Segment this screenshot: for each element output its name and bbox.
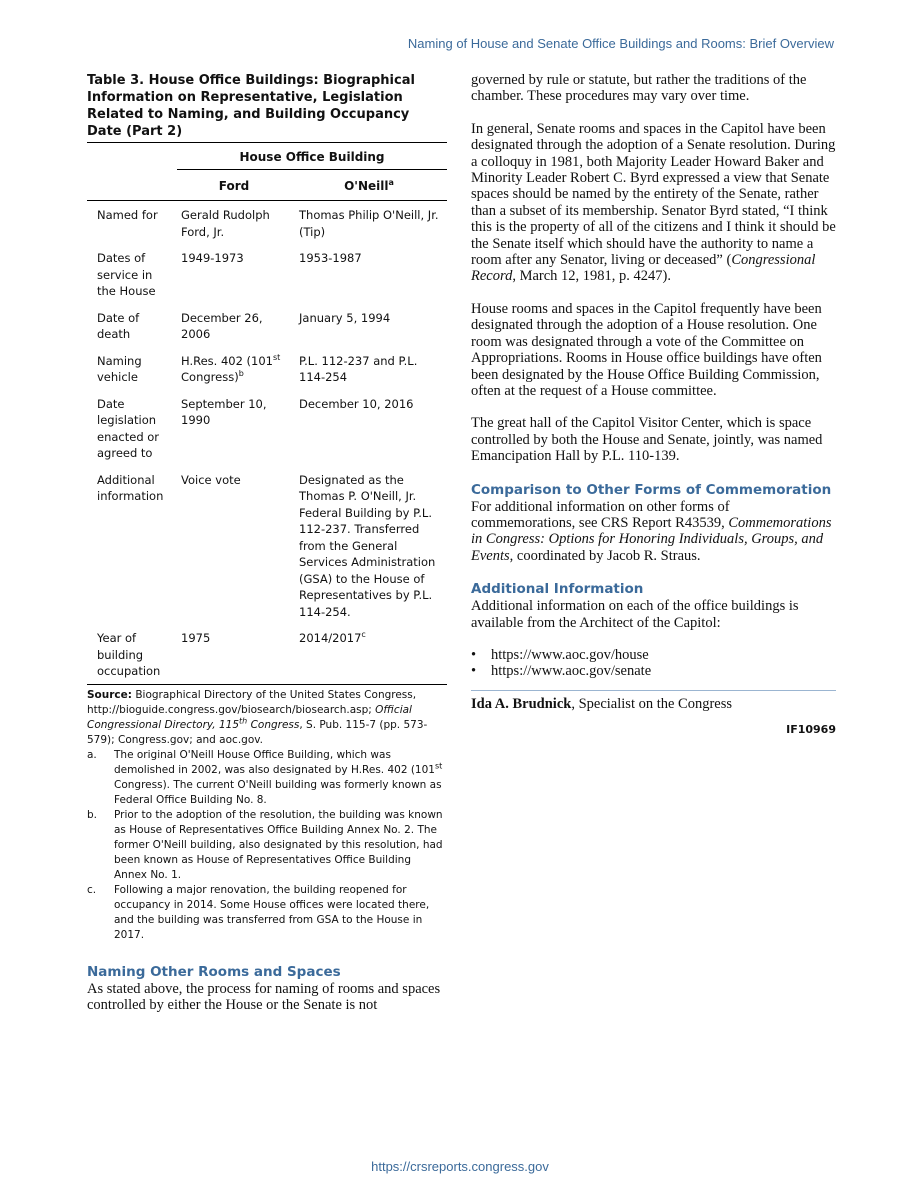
oneill-cell: December 10, 2016: [299, 396, 414, 411]
group-header: House Office Building: [177, 143, 447, 169]
row-label: Additional information: [97, 472, 164, 503]
author-line: Ida A. Brudnick, Specialist on the Congress: [471, 695, 733, 712]
oneill-cell: 2014/2017$^c$: [299, 630, 366, 645]
footer-url[interactable]: https://crsreports.congress.gov: [371, 1159, 549, 1174]
paragraph-house: House rooms and spaces in the Capitol frequently have been designated through the adoption of a House resolution. One room was designated through a vote of the Committee on Appropriations. Rooms in House office buildings have often been designated by the House Office Building Commission, often at the request of a House committee.: [471, 300, 822, 399]
ford-cell: 1975: [181, 631, 211, 645]
paragraph: As stated above, the process for naming of rooms and spaces controlled by either the House or the Senate is not: [87, 980, 441, 1013]
row-label: Named for: [97, 208, 158, 222]
table-row: [87, 244, 447, 304]
section-heading-comparison: Comparison to Other Forms of Commemoration: [471, 481, 832, 498]
footnote-ref-a: a: [388, 177, 394, 187]
table-row: [87, 390, 447, 466]
column-header-oneill: O'Neill$^a$: [291, 169, 447, 201]
ford-cell: December 26, 2006: [181, 310, 263, 341]
link-item[interactable]: • https://www.aoc.gov/senate: [471, 663, 836, 679]
running-header: Naming of House and Senate Office Buildings and Rooms: Brief Overview: [407, 36, 834, 51]
row-label: Date of death: [97, 310, 140, 341]
oneill-cell: Thomas Philip O'Neill, Jr. (Tip): [299, 208, 439, 239]
table-row: [87, 466, 447, 625]
table-row: [87, 347, 447, 390]
paragraph-additional: Additional information on each of the office buildings is available from the Architect of the Capitol:: [471, 598, 799, 631]
table-row: [87, 201, 447, 245]
paragraph-senate: In general, Senate rooms and spaces in the Capitol have been designated through the adoption of a Senate resolution. During a colloquy in 1981, both Majority Leader Howard Baker and Minority Leader Robert C. Byrd expressed a view that Senate spaces should be named by the entirety of the Senate, rather than a subset of its membership. Senator Byrd stated, “I think this is the property of all of the citizens and I think it should be the Senate itself which should have the authority to name a room after any Senator, living or deceased” (Congressional Record, March 12, 1981, p. 4247).: [471, 120, 836, 285]
oneill-cell: 1953-1987: [299, 251, 362, 265]
table-row: [87, 624, 447, 684]
ford-cell: Gerald Rudolph Ford, Jr.: [181, 208, 270, 239]
paragraph-emancipation-hall: The great hall of the Capitol Visitor Center, which is space controlled by both the House and Senate, jointly, was named Emancipation Hall by P.L. 110-139.: [471, 415, 823, 465]
paragraph: governed by rule or statute, but rather the traditions of the chamber. These procedures may vary over time.: [471, 72, 807, 105]
ford-cell: September 10, 1990: [181, 396, 267, 427]
row-label: Year of building occupation: [97, 631, 161, 678]
oneill-cell: P.L. 112-237 and P.L. 114-254: [299, 353, 418, 384]
report-id: IF10969: [786, 722, 836, 736]
ford-cell: Voice vote: [181, 472, 241, 487]
divider: [471, 690, 836, 691]
table-note: a. The original O'Neill House Office Building, which was demolished in 2002, was also designated by H.Res. 402 (101st Congress). The current O'Neill building was formerly known as Federal Office Building No. 8.: [87, 748, 443, 806]
ford-cell: 1949-1973: [181, 251, 244, 265]
row-label: Dates of service in the House: [97, 251, 156, 298]
link-list: [471, 647, 836, 680]
section-heading-additional: Additional Information: [471, 581, 644, 598]
row-label: Date legislation enacted or agreed to: [97, 396, 160, 460]
table-group-header-row: [87, 143, 447, 169]
table-row: [87, 304, 447, 347]
right-column: [471, 72, 836, 736]
table-source: Source: Biographical Directory of the United States Congress, http://bioguide.congress.gov/biosearch/biosearch.asp; Official Congressional Directory, 115th Congress, S. Pub. 115-7 (pp. 573-579); Congress.gov; and aoc.gov.: [87, 688, 428, 746]
oneill-cell: Designated as the Thomas P. O'Neill, Jr. Federal Building by P.L. 112-237. Transferred from the General Services Administration (GSA) to the House of Representatives by P.L. 114-254.: [299, 472, 436, 619]
left-column: [87, 72, 447, 1013]
footnote-ref-c: c: [361, 630, 366, 640]
table-note: c. Following a major renovation, the building reopened for occupancy in 2014. Some House offices were located there, and the building was transferred from GSA to the House in 2017.: [87, 883, 430, 941]
link-item[interactable]: • https://www.aoc.gov/house: [471, 647, 836, 663]
footnote-ref-b: b: [238, 369, 244, 379]
column-header-ford: Ford: [177, 169, 291, 201]
row-label: Naming vehicle: [97, 353, 142, 384]
paragraph-comparison: For additional information on other forms of commemorations, see CRS Report R43539, Commemorations in Congress: Options for Honoring Individuals, Groups, and Events, coordinated by Jacob R. Straus.: [471, 498, 832, 564]
table-column-header-row: [87, 169, 447, 201]
table-title: Table 3. House Office Buildings: Biographical Information on Representative, Legislation Related to Naming, and Building Occupancy Date (Part 2): [87, 72, 447, 143]
section-heading-naming: Naming Other Rooms and Spaces: [87, 963, 341, 980]
table-note: b. Prior to the adoption of the resolution, the building was known as House of Representatives Office Building Annex No. 2. The former O'Neill building, also designated by this resolution, had been known as House of Representatives Office Building Annex No. 1.: [87, 808, 443, 881]
table-notes: [87, 748, 447, 943]
house-office-buildings-table: [87, 143, 447, 685]
ford-cell: H.Res. 402 (101st Congress)$^b$: [181, 352, 281, 384]
oneill-cell: January 5, 1994: [299, 310, 391, 325]
